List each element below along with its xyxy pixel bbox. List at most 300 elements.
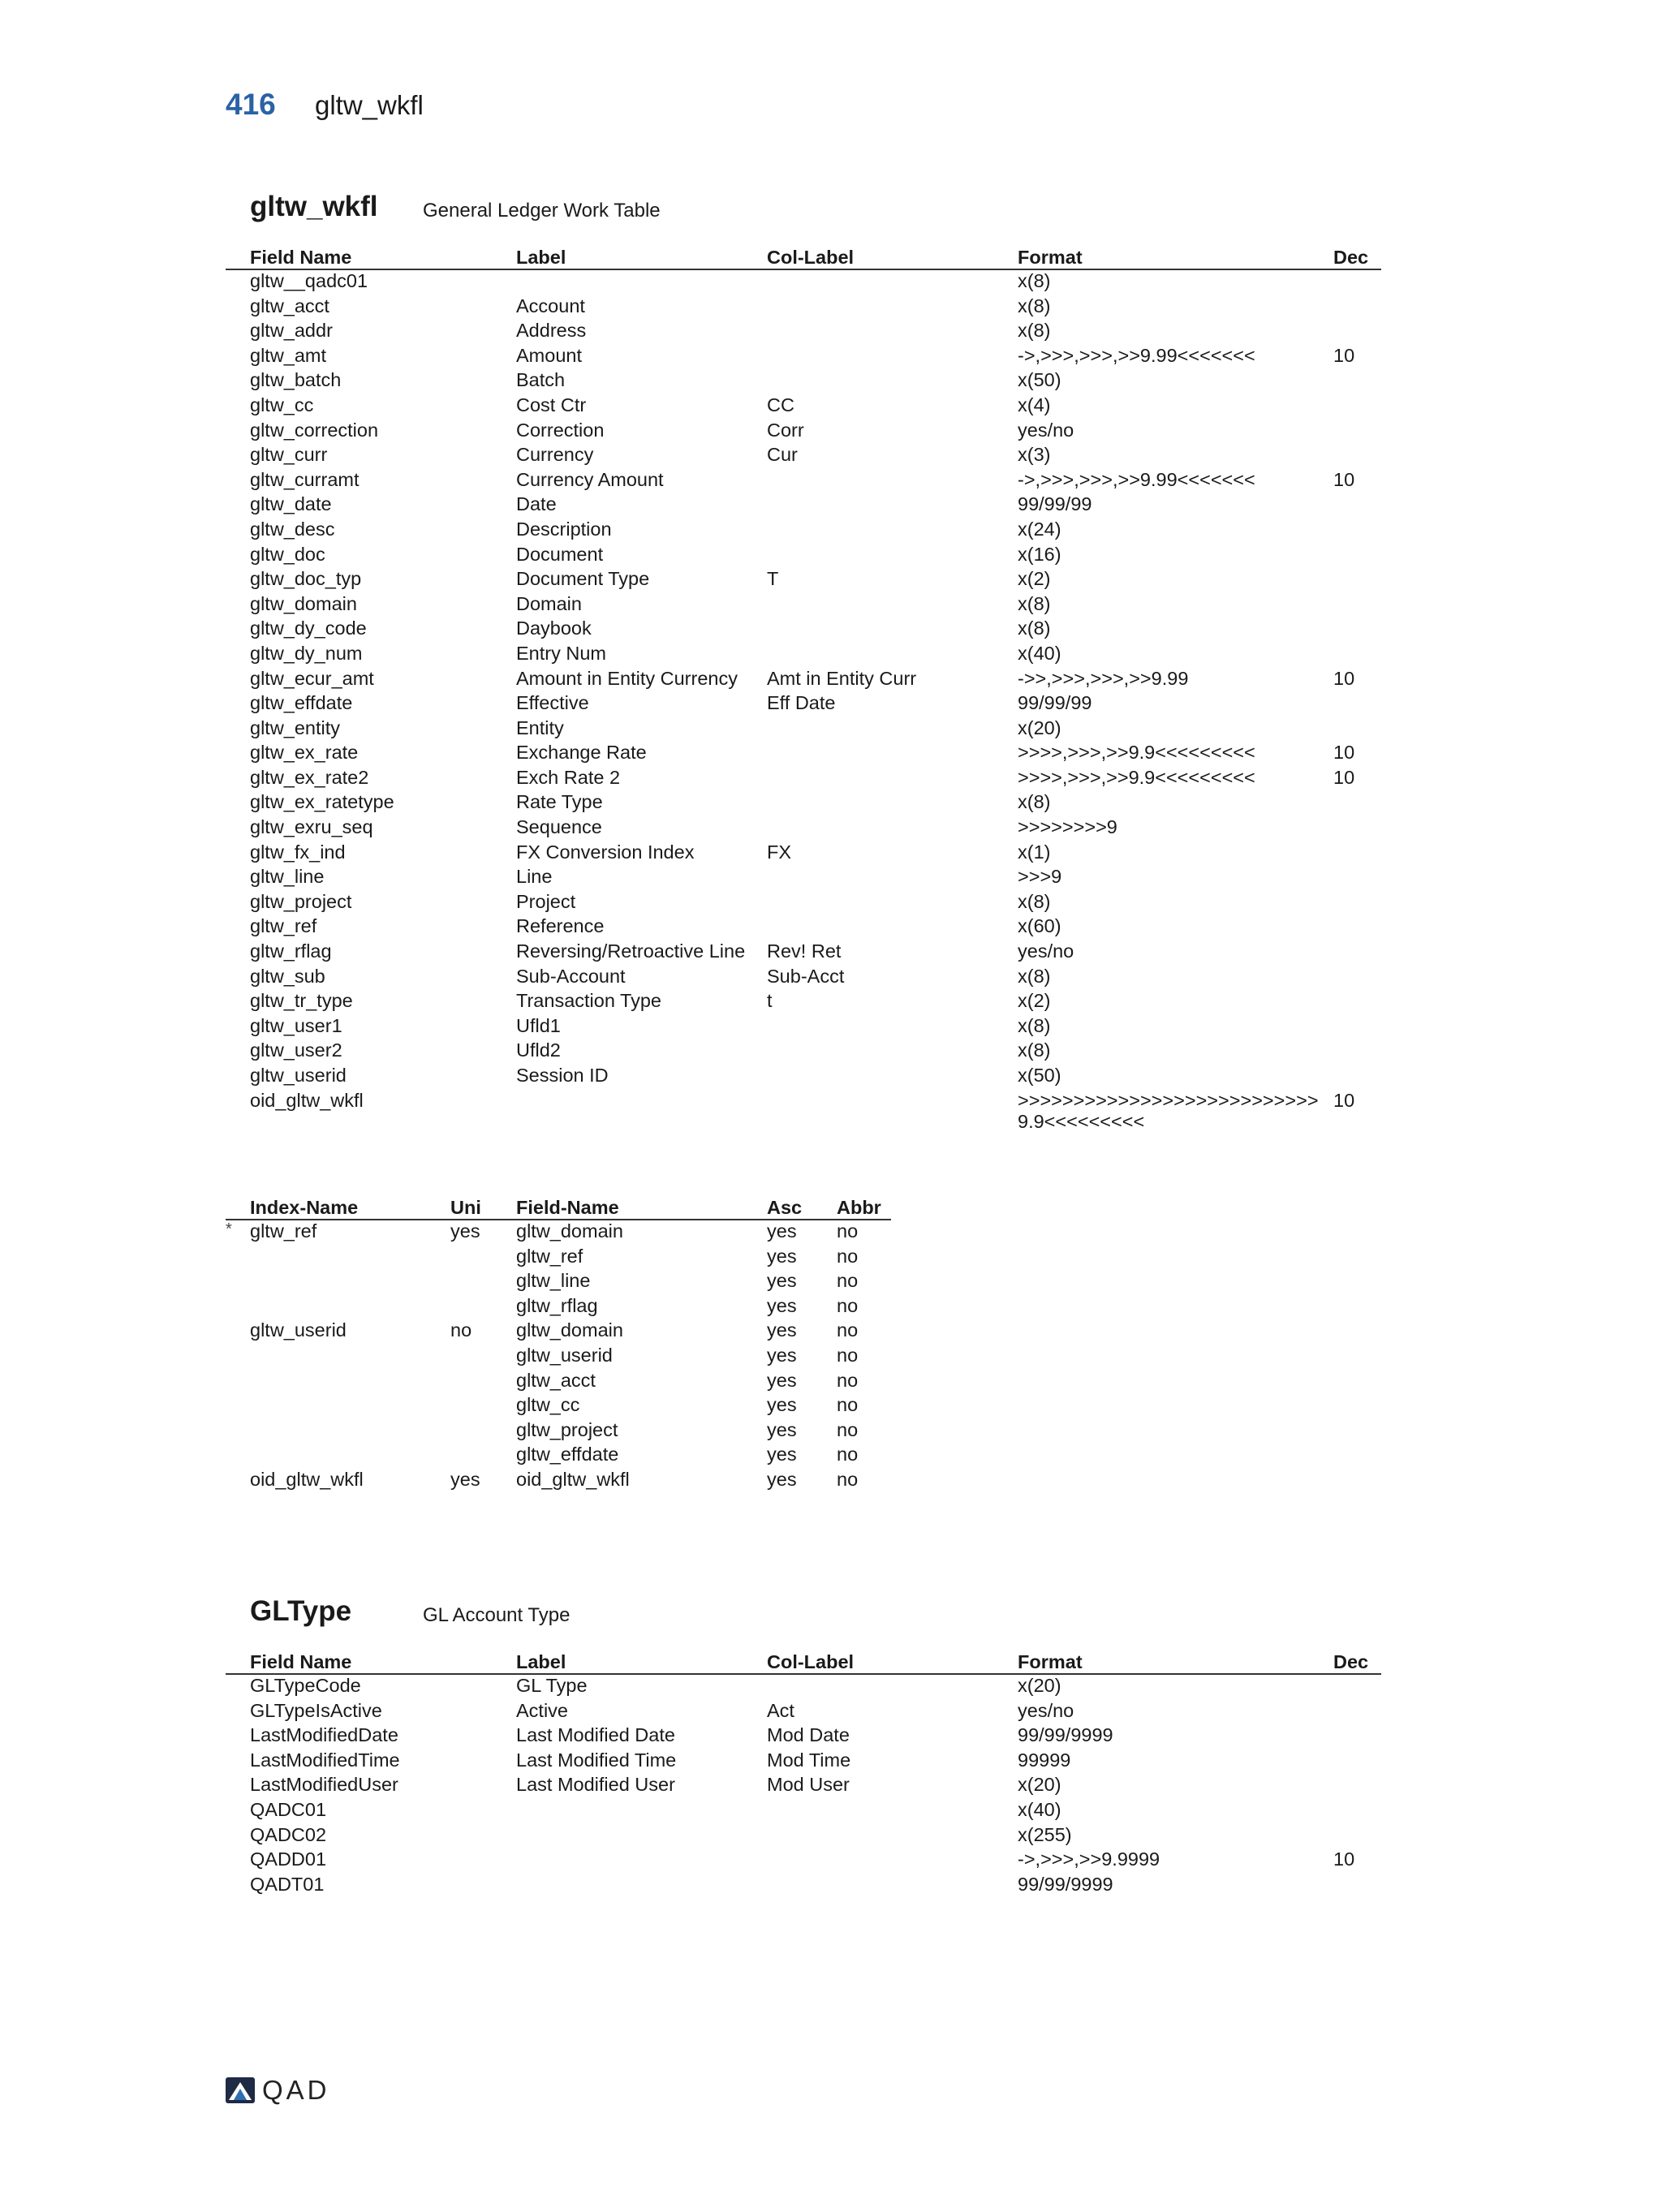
label-cell <box>516 269 767 295</box>
label-cell: Document Type <box>516 568 650 590</box>
format-cell: >>>>>>>>9 <box>1018 816 1117 838</box>
label-cell: Correction <box>516 419 605 441</box>
gutter-cell <box>226 966 250 991</box>
field-row <box>226 618 1381 643</box>
gutter-cell <box>226 692 250 717</box>
marker-cell <box>226 1419 250 1444</box>
field-row <box>226 742 1381 767</box>
col-label-cell: Rev! Ret <box>767 940 842 962</box>
abbr-cell: no <box>837 1344 859 1366</box>
field-name-cell: gltw_domain <box>516 1319 623 1341</box>
field-name-cell: gltw_curramt <box>250 468 360 490</box>
label-cell: Transaction Type <box>516 990 661 1012</box>
col-label-cell: t <box>767 990 773 1012</box>
gutter-cell <box>226 1799 250 1824</box>
label-cell <box>516 1874 767 1899</box>
uni-cell <box>450 1345 516 1370</box>
gutter-cell <box>226 1848 250 1874</box>
col-label-cell <box>767 1039 1018 1065</box>
col-header-dec: Dec <box>1333 1646 1381 1674</box>
gutter-cell <box>226 791 250 816</box>
col-label-cell <box>767 1065 1018 1090</box>
field-name-cell: gltw_dy_code <box>250 618 367 639</box>
gutter-cell <box>226 469 250 494</box>
field-row <box>226 767 1381 792</box>
index-row <box>226 1270 891 1295</box>
label-cell <box>516 1799 767 1824</box>
format-cell: x(8) <box>1018 965 1051 987</box>
format-cell: yes/no <box>1018 419 1074 441</box>
format-cell: ->,>>>,>>9.9999 <box>1018 1848 1160 1870</box>
table-description: GL Account Type <box>423 1604 571 1626</box>
col-label-cell <box>767 915 1018 940</box>
col-label-cell <box>767 345 1018 370</box>
col-label-cell <box>767 1015 1018 1040</box>
dec-cell <box>1333 915 1381 940</box>
field-row <box>226 1824 1381 1849</box>
index-row <box>226 1469 891 1494</box>
field-row <box>226 519 1381 544</box>
asc-cell: yes <box>767 1444 797 1465</box>
abbr-cell: no <box>837 1245 859 1267</box>
format-cell: x(20) <box>1018 717 1061 738</box>
field-row <box>226 816 1381 841</box>
dec-cell <box>1333 816 1381 841</box>
abbr-cell: no <box>837 1270 859 1292</box>
gutter-cell <box>226 717 250 742</box>
col-label-cell <box>767 1874 1018 1899</box>
field-row <box>226 866 1381 891</box>
label-cell: Daybook <box>516 618 592 639</box>
field-name-cell: gltw_acct <box>250 295 329 316</box>
field-name-cell: gltw_userid <box>516 1344 613 1366</box>
field-name-cell: gltw_effdate <box>516 1444 619 1465</box>
field-name-cell: gltw_effdate <box>250 692 353 714</box>
gutter-cell <box>226 1874 250 1899</box>
field-table-header <box>226 1646 1381 1674</box>
format-cell: yes/no <box>1018 1699 1074 1721</box>
format-cell: 99/99/9999 <box>1018 1724 1113 1746</box>
uni-cell: yes <box>450 1468 480 1490</box>
index-name-cell: oid_gltw_wkfl <box>250 1468 364 1490</box>
format-cell: x(8) <box>1018 1039 1051 1061</box>
col-label-cell <box>767 269 1018 295</box>
col-label-cell: CC <box>767 394 794 415</box>
marker-cell <box>226 1246 250 1271</box>
label-cell: Exch Rate 2 <box>516 766 621 788</box>
dec-cell: 10 <box>1333 344 1355 366</box>
field-row <box>226 791 1381 816</box>
dec-cell <box>1333 444 1381 469</box>
asc-cell: yes <box>767 1319 797 1341</box>
label-cell: Currency Amount <box>516 468 664 490</box>
field-row <box>226 394 1381 420</box>
label-cell: Active <box>516 1699 568 1721</box>
index-name-cell <box>250 1345 450 1370</box>
dec-cell <box>1333 295 1381 321</box>
col-label-cell <box>767 1799 1018 1824</box>
field-row <box>226 1700 1381 1725</box>
col-label-cell <box>767 866 1018 891</box>
field-table-header <box>226 242 1381 269</box>
dec-cell <box>1333 791 1381 816</box>
table-name: gltw_wkfl <box>250 191 378 222</box>
format-cell: ->,>>>,>>>,>>9.99<<<<<<< <box>1018 468 1255 490</box>
asc-cell: yes <box>767 1270 797 1292</box>
field-name-cell: gltw_addr <box>250 320 333 342</box>
dec-cell <box>1333 966 1381 991</box>
field-row <box>226 940 1381 966</box>
dec-cell <box>1333 369 1381 394</box>
col-header-dec: Dec <box>1333 242 1381 269</box>
marker-cell <box>226 1394 250 1419</box>
table-description: General Ledger Work Table <box>423 200 661 222</box>
dec-cell <box>1333 1749 1381 1775</box>
col-label-cell: T <box>767 568 779 590</box>
gutter-cell <box>226 742 250 767</box>
uni-cell <box>450 1419 516 1444</box>
dec-cell <box>1333 692 1381 717</box>
col-label-cell <box>767 295 1018 321</box>
label-cell: Currency <box>516 444 594 466</box>
index-name-cell <box>250 1270 450 1295</box>
col-label-cell <box>767 742 1018 767</box>
gutter-cell <box>226 940 250 966</box>
col-label-cell <box>767 618 1018 643</box>
gutter-cell <box>226 816 250 841</box>
index-name-cell: gltw_userid <box>250 1319 347 1341</box>
field-name-cell: gltw_userid <box>250 1065 347 1086</box>
dec-cell: 10 <box>1333 667 1355 689</box>
gutter-cell <box>226 643 250 668</box>
dec-cell: 10 <box>1333 766 1355 788</box>
gutter-cell <box>226 295 250 321</box>
field-name-cell: gltw_doc <box>250 543 325 565</box>
format-cell: x(40) <box>1018 642 1061 664</box>
dec-cell <box>1333 618 1381 643</box>
field-name-cell: gltw_ref <box>250 915 317 937</box>
uni-cell: no <box>450 1319 472 1341</box>
label-cell: Effective <box>516 692 589 714</box>
dec-cell <box>1333 320 1381 345</box>
dec-cell <box>1333 1724 1381 1749</box>
col-header-label: Label <box>516 1646 767 1674</box>
dec-cell <box>1333 269 1381 295</box>
field-row <box>226 345 1381 370</box>
field-name-cell: gltw_user1 <box>250 1014 342 1036</box>
dec-cell <box>1333 841 1381 867</box>
page-number: 416 <box>226 88 276 121</box>
format-cell: x(8) <box>1018 592 1051 614</box>
dec-cell: 10 <box>1333 1848 1355 1870</box>
index-table <box>226 1192 891 1494</box>
format-cell: x(20) <box>1018 1675 1061 1696</box>
field-name-cell: gltw_fx_ind <box>250 841 346 863</box>
field-row <box>226 668 1381 693</box>
marker-cell <box>226 1444 250 1469</box>
index-name-cell <box>250 1419 450 1444</box>
asc-cell: yes <box>767 1394 797 1416</box>
field-row <box>226 568 1381 593</box>
qad-logo-text: QAD <box>262 2075 330 2105</box>
field-row <box>226 915 1381 940</box>
label-cell: Ufld2 <box>516 1039 561 1061</box>
field-row <box>226 1674 1381 1700</box>
col-header-format: Format <box>1018 242 1333 269</box>
field-name-cell: gltw_rflag <box>516 1294 598 1316</box>
field-name-cell: oid_gltw_wkfl <box>516 1468 630 1490</box>
field-name-cell: gltw_cc <box>250 394 314 415</box>
field-name-cell: QADC02 <box>250 1823 327 1845</box>
index-row <box>226 1370 891 1395</box>
label-cell: Amount <box>516 344 582 366</box>
field-row <box>226 493 1381 519</box>
field-name-cell: gltw_user2 <box>250 1039 342 1061</box>
gutter-cell <box>226 444 250 469</box>
format-cell: x(3) <box>1018 444 1051 466</box>
running-title: gltw_wkfl <box>315 90 424 120</box>
format-cell: ->>,>>>,>>>,>>9.99 <box>1018 667 1189 689</box>
format-cell: x(50) <box>1018 369 1061 391</box>
field-row <box>226 990 1381 1015</box>
gutter-cell <box>226 1065 250 1090</box>
field-name-cell: gltw_amt <box>250 344 327 366</box>
index-row <box>226 1345 891 1370</box>
asc-cell: yes <box>767 1220 797 1242</box>
format-cell: x(2) <box>1018 990 1051 1012</box>
field-name-cell: gltw_sub <box>250 965 325 987</box>
format-cell: x(255) <box>1018 1823 1072 1845</box>
label-cell: Entry Num <box>516 642 606 664</box>
dec-cell <box>1333 990 1381 1015</box>
field-name-cell: QADT01 <box>250 1873 325 1895</box>
field-name-cell: gltw_domain <box>250 592 357 614</box>
abbr-cell: no <box>837 1394 859 1416</box>
col-label-cell: Mod User <box>767 1774 850 1796</box>
field-name-cell: gltw_ex_rate2 <box>250 766 369 788</box>
col-header-col-label: Col-Label <box>767 242 1018 269</box>
asc-cell: yes <box>767 1294 797 1316</box>
dec-cell <box>1333 1874 1381 1899</box>
field-name-cell: gltw_acct <box>516 1369 596 1391</box>
label-cell: Batch <box>516 369 566 391</box>
abbr-cell: no <box>837 1294 859 1316</box>
field-name-cell: gltw_desc <box>250 518 335 540</box>
field-row <box>226 717 1381 742</box>
abbr-cell: no <box>837 1468 859 1490</box>
field-row <box>226 544 1381 569</box>
field-row <box>226 469 1381 494</box>
gutter-cell <box>226 767 250 792</box>
gutter-cell <box>226 345 250 370</box>
col-label-cell <box>767 891 1018 916</box>
format-cell: 99/99/99 <box>1018 493 1092 515</box>
index-row <box>226 1444 891 1469</box>
uni-cell <box>450 1270 516 1295</box>
label-cell: Account <box>516 295 585 316</box>
marker-cell <box>226 1370 250 1395</box>
index-row <box>226 1295 891 1320</box>
label-cell: Line <box>516 866 553 888</box>
field-row <box>226 593 1381 618</box>
gutter-cell <box>226 866 250 891</box>
format-cell: x(16) <box>1018 543 1061 565</box>
field-table <box>226 242 1381 1132</box>
format-cell: x(8) <box>1018 270 1051 291</box>
gutter-cell <box>226 1090 250 1132</box>
col-label-cell: Sub-Acct <box>767 965 845 987</box>
field-name-cell: gltw_domain <box>516 1220 623 1242</box>
field-name-cell: gltw_tr_type <box>250 990 353 1012</box>
gutter-cell <box>226 269 250 295</box>
gutter-cell <box>226 420 250 445</box>
label-cell: Sub-Account <box>516 965 626 987</box>
uni-cell <box>450 1444 516 1469</box>
format-cell: x(4) <box>1018 394 1051 415</box>
col-label-cell <box>767 519 1018 544</box>
col-label-cell: FX <box>767 841 792 863</box>
format-cell: x(24) <box>1018 518 1061 540</box>
uni-cell <box>450 1246 516 1271</box>
field-name-cell: gltw_cc <box>516 1394 580 1416</box>
format-cell: x(8) <box>1018 320 1051 342</box>
label-cell: Sequence <box>516 816 602 838</box>
field-name-cell: gltw_project <box>250 890 352 912</box>
field-name-cell: gltw_ecur_amt <box>250 667 374 689</box>
label-cell <box>516 1824 767 1849</box>
field-row <box>226 1774 1381 1799</box>
field-row <box>226 1065 1381 1090</box>
field-row <box>226 1724 1381 1749</box>
gutter-cell <box>226 1824 250 1849</box>
gutter-cell <box>226 1674 250 1700</box>
format-cell: x(8) <box>1018 618 1051 639</box>
dec-cell <box>1333 593 1381 618</box>
col-label-cell <box>767 469 1018 494</box>
col-label-cell <box>767 544 1018 569</box>
abbr-cell: no <box>837 1369 859 1391</box>
label-cell: Description <box>516 518 612 540</box>
dec-cell <box>1333 1674 1381 1700</box>
col-label-cell <box>767 369 1018 394</box>
dec-cell <box>1333 1065 1381 1090</box>
qad-logo <box>226 2073 347 2107</box>
asc-cell: yes <box>767 1468 797 1490</box>
format-cell: x(60) <box>1018 915 1061 937</box>
format-cell: >>>>>>>>>>>>>>>>>>>>>>>>>>>9.9<<<<<<<<< <box>1018 1089 1319 1132</box>
index-name-cell <box>250 1246 450 1271</box>
field-row <box>226 269 1381 295</box>
dec-cell <box>1333 866 1381 891</box>
format-cell: x(8) <box>1018 1014 1051 1036</box>
marker-cell <box>226 1345 250 1370</box>
dec-cell: 10 <box>1333 742 1355 764</box>
dec-cell <box>1333 394 1381 420</box>
gutter-cell <box>226 1039 250 1065</box>
abbr-cell: no <box>837 1444 859 1465</box>
format-cell: x(2) <box>1018 568 1051 590</box>
col-label-cell <box>767 816 1018 841</box>
field-row <box>226 643 1381 668</box>
col-label-cell <box>767 1674 1018 1700</box>
gutter-cell <box>226 1015 250 1040</box>
gutter-cell <box>226 320 250 345</box>
gutter-cell <box>226 1749 250 1775</box>
field-row <box>226 320 1381 345</box>
field-name-cell: gltw_curr <box>250 444 328 466</box>
index-row <box>226 1220 891 1246</box>
col-label-cell: Corr <box>767 419 804 441</box>
field-table <box>226 1646 1381 1898</box>
gutter-cell <box>226 618 250 643</box>
field-name-cell: gltw_exru_seq <box>250 816 373 838</box>
label-cell: Ufld1 <box>516 1014 561 1036</box>
field-name-cell: gltw_date <box>250 493 332 515</box>
gutter-cell <box>226 369 250 394</box>
dec-cell <box>1333 544 1381 569</box>
uni-cell <box>450 1370 516 1395</box>
col-header-format: Format <box>1018 1646 1333 1674</box>
gutter-cell <box>226 1724 250 1749</box>
label-cell <box>516 1848 767 1874</box>
gutter-cell <box>226 1700 250 1725</box>
dec-cell <box>1333 717 1381 742</box>
format-cell: >>>>,>>>,>>9.9<<<<<<<<< <box>1018 742 1255 764</box>
format-cell: ->,>>>,>>>,>>9.99<<<<<<< <box>1018 344 1255 366</box>
abbr-cell: no <box>837 1220 859 1242</box>
label-cell: Session ID <box>516 1065 609 1086</box>
field-row <box>226 841 1381 867</box>
col-label-cell: Mod Time <box>767 1749 851 1771</box>
dec-cell: 10 <box>1333 468 1355 490</box>
field-name-cell: gltw_project <box>516 1418 618 1440</box>
abbr-cell: no <box>837 1418 859 1440</box>
col-label-cell: Amt in Entity Curr <box>767 667 917 689</box>
field-row <box>226 1749 1381 1775</box>
label-cell: GL Type <box>516 1675 588 1696</box>
dec-cell <box>1333 420 1381 445</box>
dec-cell <box>1333 1700 1381 1725</box>
dec-cell <box>1333 940 1381 966</box>
label-cell: Amount in Entity Currency <box>516 667 738 689</box>
label-cell: Project <box>516 890 576 912</box>
field-name-cell: gltw_batch <box>250 369 342 391</box>
dec-cell: 10 <box>1333 1089 1355 1111</box>
index-name-cell <box>250 1444 450 1469</box>
field-row <box>226 1874 1381 1899</box>
field-row <box>226 444 1381 469</box>
field-name-cell: GLTypeCode <box>250 1675 361 1696</box>
field-name-cell: LastModifiedTime <box>250 1749 400 1771</box>
field-row <box>226 1090 1381 1132</box>
col-header-field-name: Field Name <box>250 1646 516 1674</box>
field-row <box>226 295 1381 321</box>
asc-cell: yes <box>767 1245 797 1267</box>
gutter-cell <box>226 990 250 1015</box>
field-row <box>226 1848 1381 1874</box>
label-cell: Last Modified Time <box>516 1749 677 1771</box>
field-name-cell: oid_gltw_wkfl <box>250 1089 364 1111</box>
asc-cell: yes <box>767 1418 797 1440</box>
format-cell: >>>>,>>>,>>9.9<<<<<<<<< <box>1018 766 1255 788</box>
index-table-header <box>226 1192 891 1220</box>
field-row <box>226 369 1381 394</box>
dec-cell <box>1333 1799 1381 1824</box>
field-name-cell: gltw_ref <box>516 1245 583 1267</box>
col-label-cell: Eff Date <box>767 692 836 714</box>
gutter-cell <box>226 593 250 618</box>
field-name-cell: LastModifiedDate <box>250 1724 398 1746</box>
